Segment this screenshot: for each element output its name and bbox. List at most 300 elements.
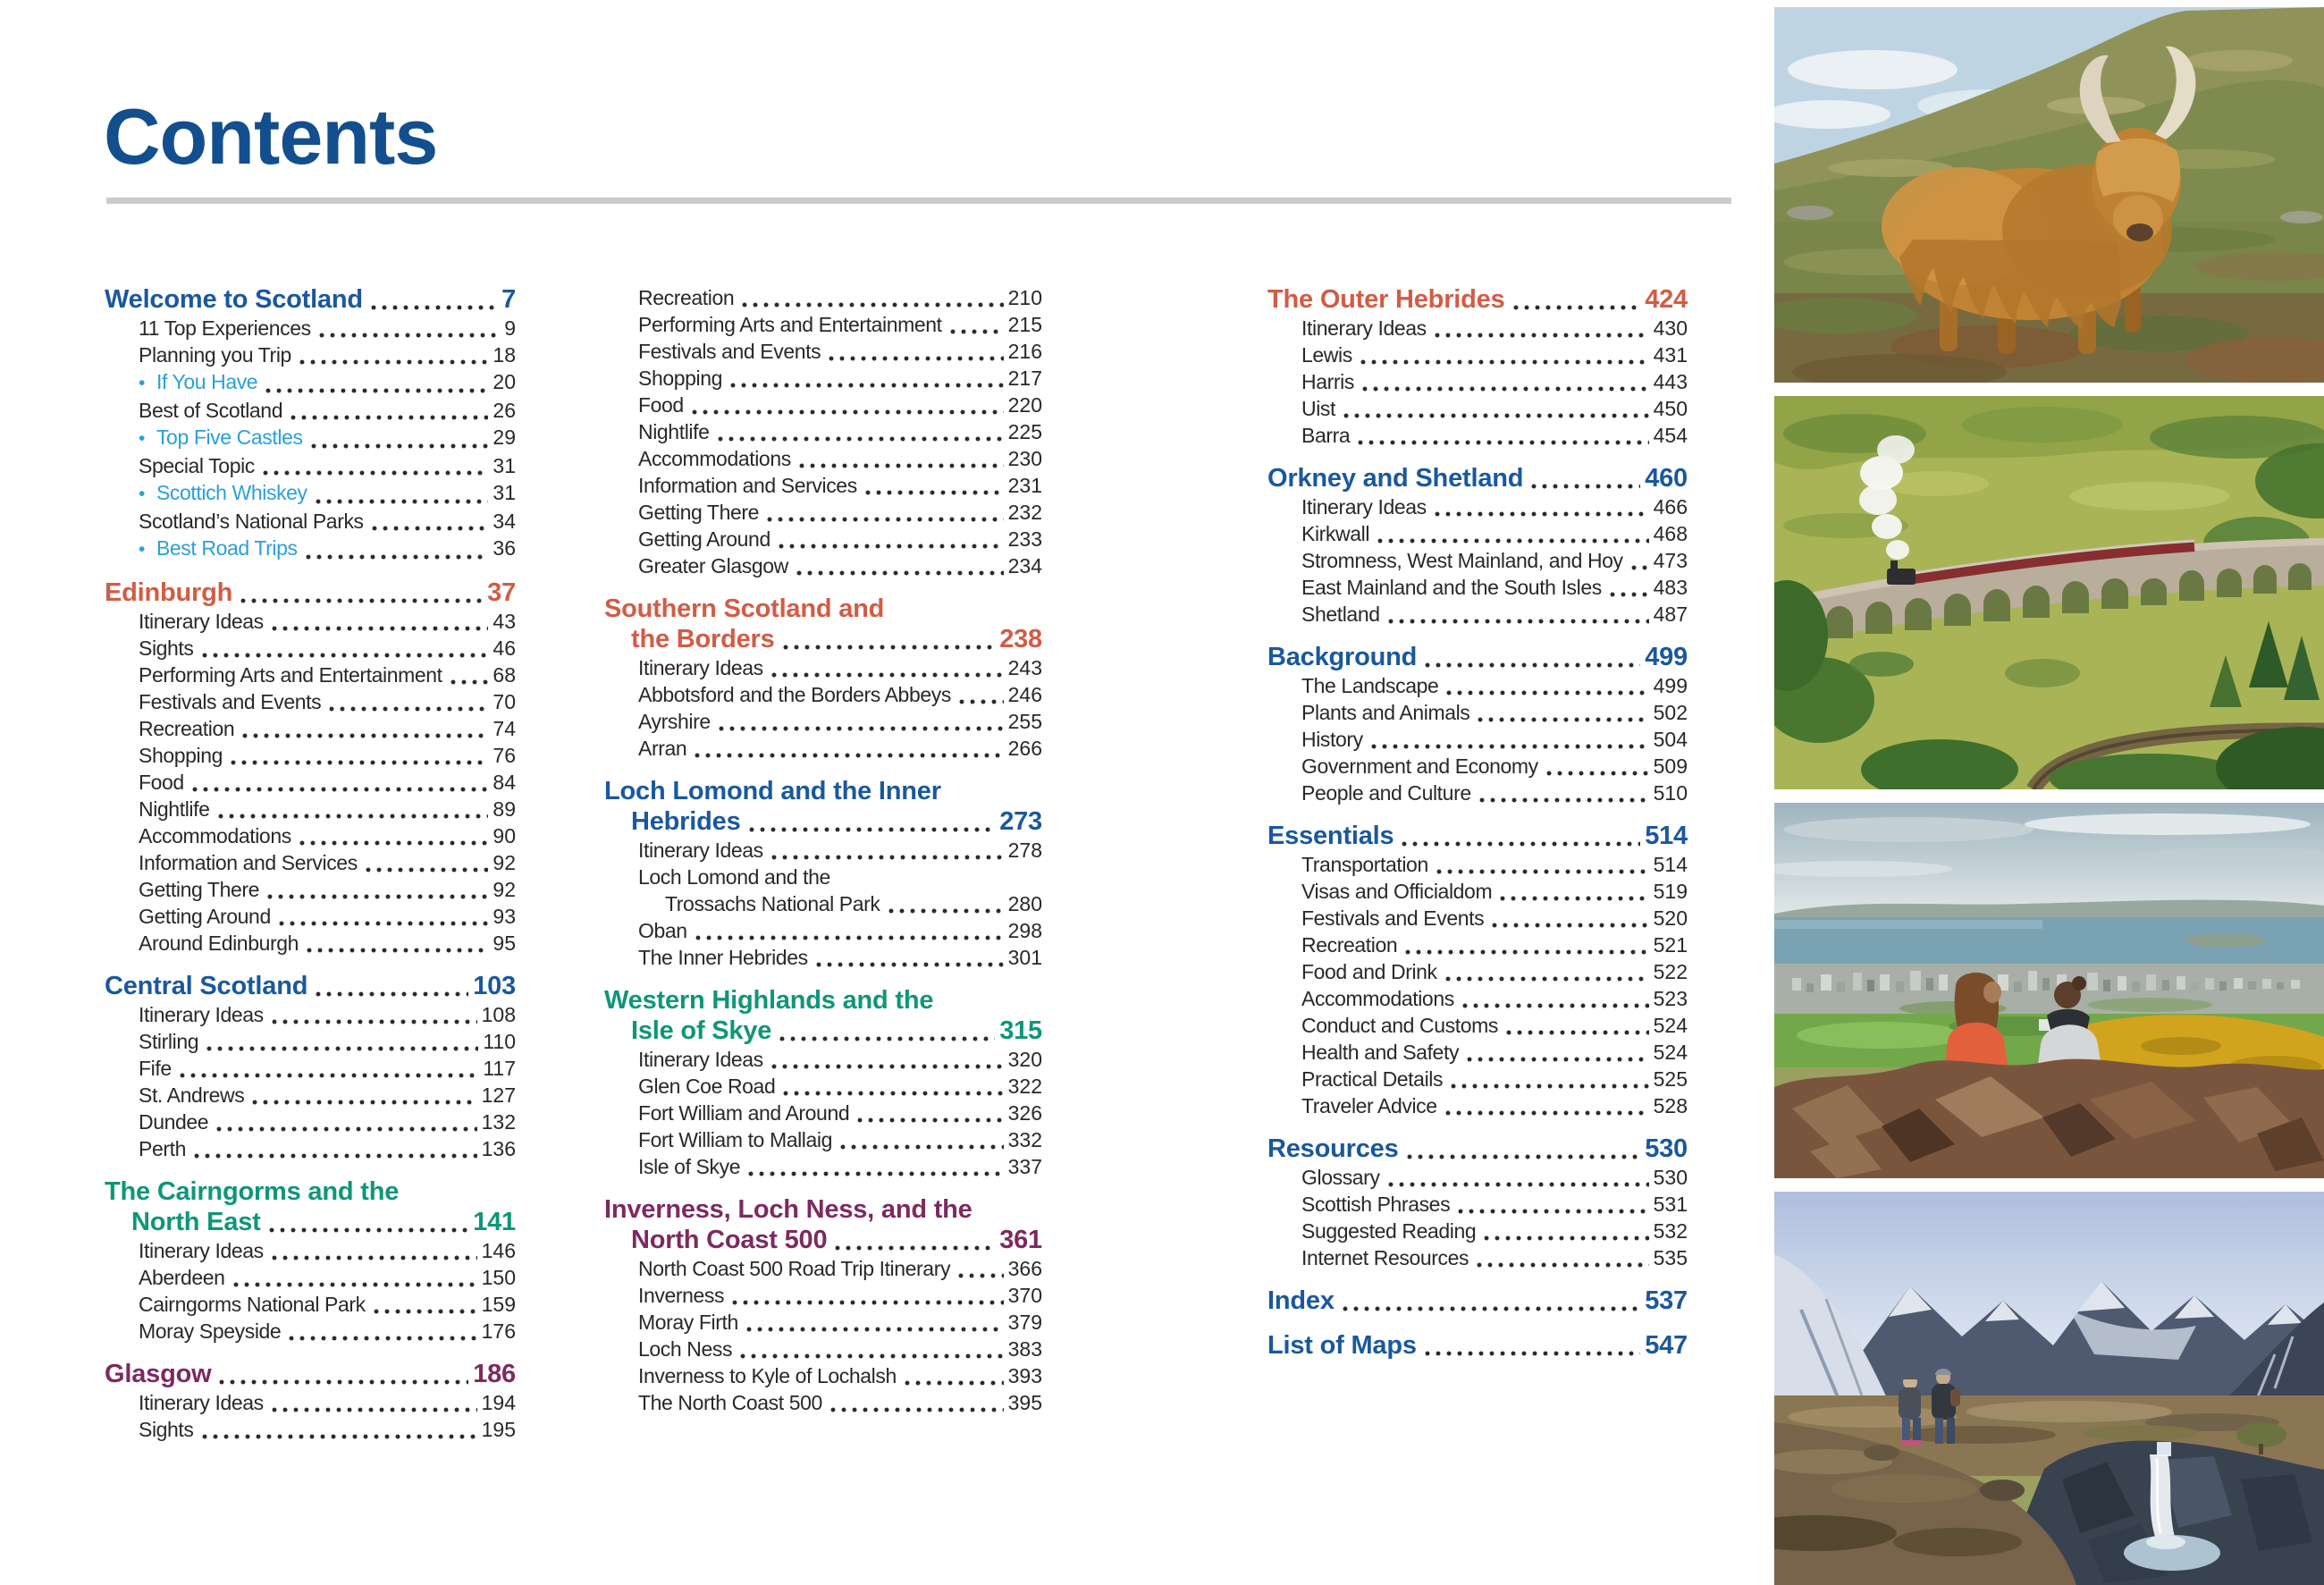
entry-label: Inverness to Kyle of Lochalsh: [638, 1364, 897, 1387]
toc-section: [105, 971, 516, 1162]
entry-page-number: 393: [1007, 1364, 1042, 1387]
entry-page-number: 266: [1007, 737, 1042, 760]
dot-leader: [767, 517, 1004, 522]
toc-entry-row: [1267, 395, 1688, 422]
section-title: Index: [1267, 1286, 1335, 1315]
skye-waterfall-illustration: [1774, 1192, 2324, 1585]
entry-label: Oban: [638, 919, 687, 942]
section-heading-row: [1267, 463, 1688, 493]
toc-entry-row: [105, 315, 516, 341]
dot-leader: [216, 1126, 476, 1132]
section-page-number: 547: [1645, 1331, 1688, 1360]
toc-entry-row: [604, 1389, 1042, 1416]
entry-label: Harris: [1301, 370, 1354, 393]
toc-entry-row: [105, 796, 516, 822]
section-page-number: 460: [1645, 464, 1688, 493]
toc-entry-row: [105, 1082, 516, 1109]
entry-page-number: 514: [1653, 853, 1688, 876]
entry-page-number: 31: [493, 481, 516, 504]
entry-page-number: 468: [1653, 522, 1688, 545]
entry-label: Shetland: [1301, 603, 1380, 626]
dot-leader: [450, 679, 489, 685]
toc-entry-row: [604, 1336, 1042, 1362]
toc-entry-row: [105, 1389, 516, 1416]
entry-page-number: 535: [1653, 1246, 1688, 1269]
entry-page-number: 90: [493, 824, 516, 847]
entry-label: Itinerary Ideas: [638, 839, 763, 862]
entry-label: Kirkwall: [1301, 522, 1370, 545]
entry-page-number: 466: [1653, 495, 1688, 518]
page-title: Contents: [104, 92, 438, 181]
dot-leader: [1388, 1182, 1649, 1187]
toc-entry-row: [604, 1046, 1042, 1073]
entry-label: The Inner Hebrides: [638, 946, 808, 969]
toc-entry-row: [105, 635, 516, 662]
section-page-number: 499: [1645, 643, 1688, 671]
section-heading-row: [604, 776, 1042, 806]
entry-page-number: 337: [1007, 1155, 1042, 1178]
toc-entry-row: [604, 735, 1042, 762]
toc-section: [1267, 642, 1688, 806]
entry-label: Lewis: [1301, 343, 1352, 367]
dot-leader: [307, 948, 488, 953]
dot-leader: [1377, 538, 1649, 544]
toc-entry-row: [1267, 574, 1688, 601]
toc-entry-row: [604, 338, 1042, 365]
entry-label: Ayrshire: [638, 710, 711, 733]
toc-entry-row: [105, 849, 516, 876]
entry-label: Performing Arts and Entertainment: [638, 313, 942, 336]
section-page-number: 186: [473, 1360, 516, 1388]
dot-leader: [329, 706, 488, 712]
toc-entry-row: [604, 365, 1042, 392]
toc-entry-row: [1267, 315, 1688, 341]
entry-page-number: 132: [481, 1110, 516, 1134]
entry-page-number: 379: [1007, 1311, 1042, 1334]
entry-label: Scottish Phrases: [1301, 1193, 1451, 1216]
toc-entry-row: [105, 479, 516, 508]
toc-entry-row: [105, 876, 516, 903]
entry-label: Aberdeen: [139, 1266, 225, 1289]
entry-label: East Mainland and the South Isles: [1301, 576, 1602, 599]
toc-entry-row: [604, 1362, 1042, 1389]
dot-leader: [371, 305, 497, 310]
entry-label: Best Road Trips: [156, 536, 298, 560]
toc-entry-row: [105, 1001, 516, 1028]
toc-entry-row: [105, 535, 516, 563]
toc-section: [604, 594, 1042, 762]
entry-page-number: 499: [1653, 674, 1688, 697]
entry-page-number: 231: [1007, 474, 1042, 497]
toc-entry-row: [604, 890, 1042, 917]
toc-entry-row: [105, 1055, 516, 1082]
entry-label: Recreation: [1301, 933, 1398, 957]
toc-column-2: [604, 284, 1042, 1416]
dot-leader: [1343, 413, 1649, 418]
entry-label: The Landscape: [1301, 674, 1439, 697]
section-heading-row: [1267, 284, 1688, 315]
dot-leader: [692, 409, 1004, 415]
toc-section: [105, 1359, 516, 1443]
entry-label: Festivals and Events: [139, 690, 322, 713]
dot-leader: [272, 1019, 477, 1024]
toc-entry-row: [1267, 878, 1688, 905]
dot-leader: [1500, 896, 1648, 901]
toc-entry-row: [105, 1109, 516, 1135]
entry-page-number: 194: [481, 1391, 516, 1414]
dot-leader: [1478, 717, 1648, 722]
entry-page-number: 29: [493, 426, 516, 449]
entry-page-number: 36: [493, 536, 516, 560]
dot-leader: [1451, 1083, 1649, 1089]
dot-leader: [289, 1336, 476, 1341]
section-heading-row: [105, 578, 516, 608]
toc-entry-row: [1267, 520, 1688, 547]
section-heading-row: [604, 1016, 1042, 1046]
section-title-line2: Hebrides: [631, 807, 741, 836]
section-title: Western Highlands and the: [604, 986, 934, 1015]
section-heading-row: [604, 985, 1042, 1016]
dot-leader: [865, 490, 1004, 495]
entry-page-number: 255: [1007, 710, 1042, 733]
dot-leader: [1513, 305, 1641, 310]
toc-column-3: [1267, 284, 1688, 1361]
entry-label: Fort William to Mallaig: [638, 1128, 833, 1151]
toc-section: [604, 985, 1042, 1180]
dot-leader: [748, 1171, 1004, 1176]
entry-page-number: 18: [493, 343, 516, 367]
entry-label: Shopping: [638, 367, 722, 390]
section-title-line2: the Borders: [631, 625, 775, 653]
entry-page-number: 430: [1653, 316, 1688, 340]
entry-page-number: 46: [493, 637, 516, 660]
entry-page-number: 136: [481, 1137, 516, 1160]
dot-leader: [272, 626, 489, 631]
section-title: Loch Lomond and the Inner: [604, 777, 941, 805]
entry-page-number: 322: [1007, 1075, 1042, 1098]
title-divider: [106, 198, 1731, 204]
dot-leader: [242, 733, 488, 738]
glenfinnan-viaduct-illustration: [1774, 396, 2324, 789]
dot-leader: [1479, 797, 1649, 803]
dot-leader: [202, 653, 489, 658]
entry-page-number: 320: [1007, 1048, 1042, 1071]
section-heading-row: [604, 1194, 1042, 1225]
toc-entry-row: [1267, 341, 1688, 368]
dot-leader: [1445, 1110, 1649, 1116]
dot-leader: [732, 1300, 1004, 1305]
toc-entry-row: [1267, 672, 1688, 699]
dot-leader: [319, 333, 501, 338]
dot-leader: [265, 388, 488, 393]
section-heading-row: [105, 284, 516, 315]
entry-label: Moray Firth: [638, 1311, 738, 1334]
entry-label: Getting There: [139, 878, 260, 901]
entry-label: Cairngorms National Park: [139, 1293, 366, 1316]
dot-leader: [830, 1407, 1004, 1412]
entry-label: Practical Details: [1301, 1067, 1444, 1091]
section-title: Central Scotland: [105, 972, 308, 1000]
entry-label: Nightlife: [139, 797, 210, 821]
entry-page-number: 233: [1007, 527, 1042, 551]
section-heading-row: [604, 1225, 1042, 1255]
dot-leader: [771, 672, 1004, 678]
entry-page-number: 519: [1653, 880, 1688, 903]
dot-leader: [740, 1353, 1004, 1359]
dot-leader: [202, 1434, 477, 1439]
entry-label: Glossary: [1301, 1166, 1380, 1189]
dot-leader: [829, 356, 1003, 361]
toc-entry-row: [1267, 493, 1688, 520]
entry-label: Greater Glasgow: [638, 554, 788, 578]
section-heading-row: [1267, 1286, 1688, 1316]
section-heading-row: [1267, 1134, 1688, 1164]
entry-page-number: 93: [493, 905, 516, 928]
entry-page-number: 220: [1007, 393, 1042, 417]
photo-highland-cow: [1774, 7, 2324, 383]
dot-leader: [959, 699, 1004, 704]
toc-column-1: [105, 284, 516, 1443]
toc-entry-row: [105, 822, 516, 849]
toc-entry-row: [105, 424, 516, 452]
dot-leader: [372, 526, 489, 531]
toc-entry-row: [604, 917, 1042, 944]
entry-page-number: 509: [1653, 755, 1688, 778]
toc-section: [1267, 284, 1688, 449]
dot-leader: [835, 1245, 995, 1251]
dot-leader: [316, 499, 489, 504]
section-page-number: 273: [999, 807, 1042, 836]
toc-entry-row: [604, 392, 1042, 418]
entry-label: Best of Scotland: [139, 399, 283, 422]
toc-entry-row: [1267, 1244, 1688, 1271]
bullet-icon: •: [139, 539, 145, 560]
toc-entry-row: [1267, 905, 1688, 932]
entry-label: Food: [638, 393, 684, 417]
dot-leader: [1405, 949, 1648, 955]
entry-page-number: 523: [1653, 987, 1688, 1010]
toc-entry-row: [604, 1282, 1042, 1309]
section-page-number: 537: [1645, 1286, 1688, 1315]
dot-leader: [799, 463, 1004, 468]
dot-leader: [194, 1153, 477, 1159]
dot-leader: [206, 1046, 478, 1051]
section-page-number: 37: [487, 578, 516, 607]
section-title: Welcome to Scotland: [105, 285, 363, 314]
dot-leader: [1506, 1030, 1649, 1035]
entry-label: Itinerary Ideas: [1301, 495, 1427, 518]
toc-entry-row: [105, 1291, 516, 1318]
entry-label: Information and Services: [139, 851, 358, 874]
entry-label: Suggested Reading: [1301, 1219, 1477, 1243]
entry-page-number: 216: [1007, 340, 1042, 363]
entry-label: Shopping: [139, 744, 223, 767]
dot-leader: [290, 415, 488, 420]
toc-entry-row: [604, 1100, 1042, 1126]
toc-entry-row: [1267, 1191, 1688, 1218]
entry-label: Performing Arts and Entertainment: [139, 663, 442, 687]
dot-leader: [888, 908, 1004, 914]
entry-label: Transportation: [1301, 853, 1428, 876]
entry-page-number: 74: [493, 717, 516, 740]
entry-page-number: 127: [481, 1083, 516, 1107]
entry-page-number: 210: [1007, 286, 1042, 309]
section-title: Resources: [1267, 1134, 1399, 1163]
toc-entry-row: [105, 368, 516, 397]
dot-leader: [1436, 869, 1649, 874]
dot-leader: [279, 921, 489, 926]
toc-entry-row: [604, 499, 1042, 526]
dot-leader: [779, 544, 1004, 549]
dot-leader: [316, 991, 468, 997]
dot-leader: [1425, 1351, 1640, 1356]
dot-leader: [816, 962, 1004, 967]
section-heading-row: [105, 1176, 516, 1207]
dot-leader: [1531, 484, 1640, 489]
dot-leader: [1467, 1057, 1649, 1062]
section-title: Southern Scotland and: [604, 594, 885, 623]
entry-label: Accommodations: [638, 447, 791, 470]
section-title-line2: North East: [131, 1208, 261, 1236]
entry-label: Nightlife: [638, 420, 710, 443]
entry-page-number: 34: [493, 510, 516, 533]
entry-page-number: 76: [493, 744, 516, 767]
section-title-line2: North Coast 500: [631, 1226, 828, 1254]
section-title: Glasgow: [105, 1360, 212, 1388]
entry-page-number: 176: [481, 1319, 516, 1343]
entry-page-number: 370: [1007, 1284, 1042, 1307]
entry-label: Sights: [139, 637, 194, 660]
section-page-number: 315: [999, 1016, 1042, 1045]
dot-leader: [1445, 976, 1649, 982]
entry-page-number: 146: [481, 1239, 516, 1262]
entry-page-number: 483: [1653, 576, 1688, 599]
entry-page-number: 431: [1653, 343, 1688, 367]
entry-page-number: 530: [1653, 1166, 1688, 1189]
entry-label: Inverness: [638, 1284, 725, 1307]
section-title: Background: [1267, 643, 1418, 671]
section-page-number: 141: [473, 1208, 516, 1236]
toc-entry-row: [105, 1237, 516, 1264]
dot-leader: [1425, 662, 1640, 668]
entry-label: Government and Economy: [1301, 755, 1538, 778]
entry-label: Uist: [1301, 397, 1336, 420]
dot-leader: [366, 867, 489, 873]
dot-leader: [796, 570, 1004, 576]
dot-leader: [299, 840, 489, 846]
entry-label: Itinerary Ideas: [1301, 316, 1427, 340]
toc-entry-row: [1267, 932, 1688, 958]
dot-leader: [695, 753, 1003, 758]
toc-entry-row: [604, 837, 1042, 864]
entry-label: Top Five Castles: [156, 426, 303, 449]
toc-entry-row: [604, 445, 1042, 472]
dot-leader: [180, 1073, 479, 1078]
entry-page-number: 89: [493, 797, 516, 821]
entry-page-number: 20: [493, 370, 516, 393]
entry-page-number: 108: [481, 1003, 516, 1026]
toc-entry-row: [105, 715, 516, 742]
entry-page-number: 524: [1653, 1014, 1688, 1037]
toc-section: [1267, 1330, 1688, 1361]
highland-cow-illustration: [1774, 7, 2324, 383]
entry-page-number: 450: [1653, 397, 1688, 420]
toc-entry-row: [1267, 780, 1688, 806]
toc-entry-row: [105, 452, 516, 479]
toc-entry-row: [604, 864, 1042, 890]
entry-page-number: 95: [493, 932, 516, 955]
entry-label: Health and Safety: [1301, 1041, 1460, 1064]
entry-label: Glen Coe Road: [638, 1075, 776, 1098]
entry-label: Around Edinburgh: [139, 932, 299, 955]
entry-label: Moray Speyside: [139, 1319, 282, 1343]
toc-entry-row: [604, 1126, 1042, 1153]
section-heading-row: [604, 806, 1042, 837]
entry-label: Accommodations: [139, 824, 291, 847]
toc-section: [105, 284, 516, 563]
dot-leader: [783, 1091, 1003, 1096]
dot-leader: [1362, 386, 1649, 392]
dot-leader: [1458, 1209, 1648, 1214]
section-page-number: 7: [501, 285, 516, 314]
entry-page-number: 68: [493, 663, 516, 687]
section-title: Edinburgh: [105, 578, 233, 607]
dot-leader: [272, 1255, 477, 1260]
entry-page-number: 524: [1653, 1041, 1688, 1064]
dot-leader: [1343, 1306, 1640, 1311]
dot-leader: [269, 1227, 469, 1233]
dot-leader: [252, 1100, 476, 1105]
entry-label: Abbotsford and the Borders Abbeys: [638, 683, 951, 706]
edinburgh-overlook-illustration: [1774, 803, 2324, 1178]
toc-entry-row: [604, 1153, 1042, 1180]
dot-leader: [1402, 841, 1640, 847]
dot-leader: [267, 894, 488, 899]
dot-leader: [1388, 619, 1649, 624]
entry-page-number: 225: [1007, 420, 1042, 443]
toc-section: [604, 776, 1042, 971]
toc-entry-row: [604, 1309, 1042, 1336]
entry-page-number: 502: [1653, 701, 1688, 724]
toc-entry-row: [1267, 601, 1688, 628]
dot-leader: [219, 1379, 468, 1385]
section-heading-row: [604, 594, 1042, 624]
entry-page-number: 43: [493, 610, 516, 633]
dot-leader: [1546, 771, 1649, 776]
entry-label: Itinerary Ideas: [139, 610, 264, 633]
entry-page-number: 234: [1007, 554, 1042, 578]
dot-leader: [272, 1407, 477, 1412]
toc-entry-row: [1267, 753, 1688, 780]
toc-entry-row: [105, 1318, 516, 1345]
dot-leader: [374, 1309, 477, 1314]
entry-page-number: 217: [1007, 367, 1042, 390]
dot-leader: [299, 359, 488, 365]
dot-leader: [1360, 359, 1649, 365]
entry-page-number: 215: [1007, 313, 1042, 336]
entry-label: Festivals and Events: [638, 340, 821, 363]
dot-leader: [958, 1273, 1004, 1278]
toc-entry-row: [604, 681, 1042, 708]
toc-entry-row: [105, 742, 516, 769]
entry-page-number: 84: [493, 771, 516, 794]
dot-leader: [742, 302, 1003, 308]
entry-page-number: 92: [493, 878, 516, 901]
entry-label: Itinerary Ideas: [139, 1239, 264, 1262]
dot-leader: [1371, 744, 1649, 749]
entry-page-number: 383: [1007, 1337, 1042, 1361]
entry-label: Internet Resources: [1301, 1246, 1469, 1269]
